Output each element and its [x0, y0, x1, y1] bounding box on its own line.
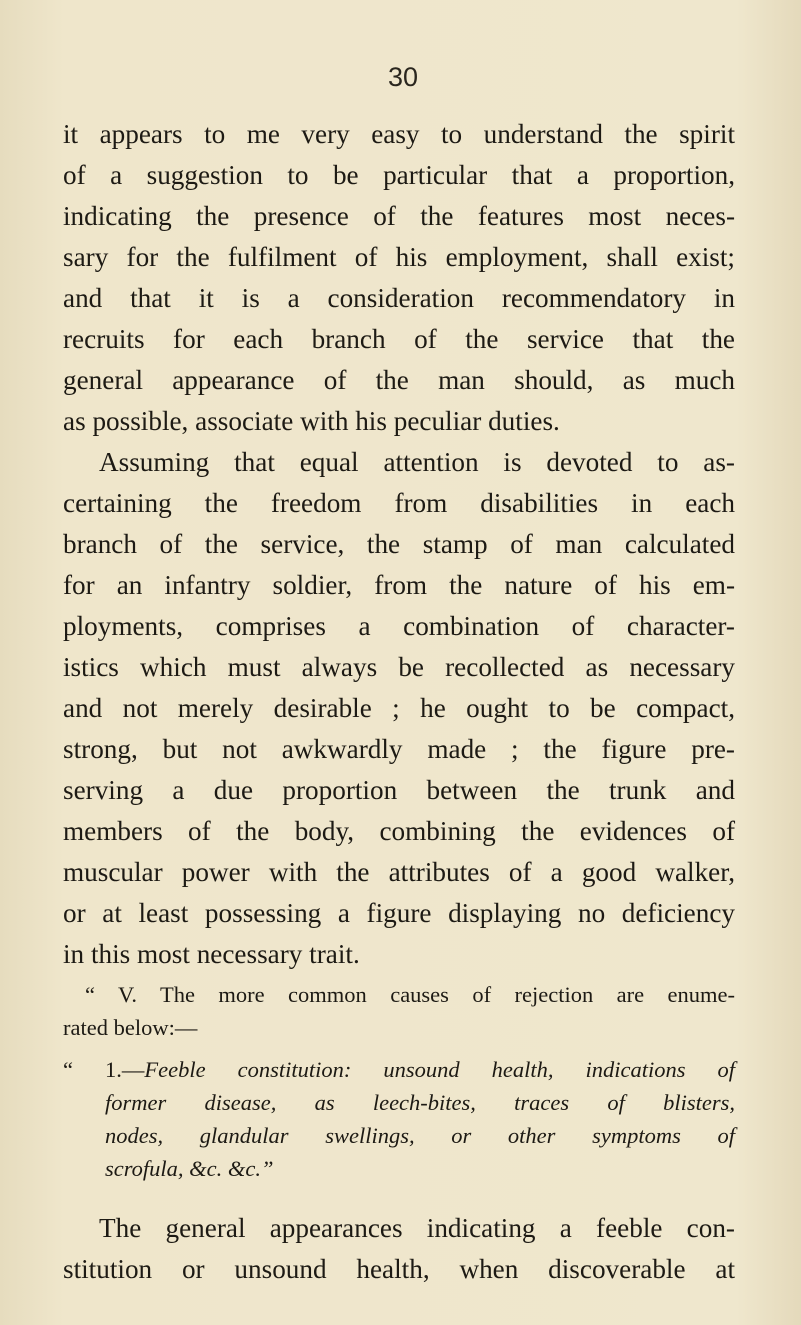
text-line: Assuming that equal attention is devoted to as- — [99, 447, 735, 477]
quote-line: “ V. The more common causes of rejection are enume- — [85, 982, 735, 1007]
item-heading: Feeble constitution: unsound health, indications of — [144, 1057, 735, 1082]
text-line: serving a due proportion between the trunk and — [63, 775, 735, 805]
text-line: muscular power with the attributes of a good walker, — [63, 857, 735, 887]
quote-line: nodes, glandular swellings, or other symptoms of — [105, 1123, 735, 1148]
quote-line: rated below:— — [63, 1015, 198, 1040]
text-line: and not merely desirable ; he ought to be compact, — [63, 693, 735, 723]
paragraph-2 — [63, 442, 735, 975]
text-line: as possible, associate with his peculiar duties. — [63, 406, 560, 436]
text-line: indicating the presence of the features most neces- — [63, 201, 735, 231]
text-line: The general appearances indicating a feeble con- — [99, 1213, 735, 1243]
page-number: 30 — [388, 62, 419, 92]
paragraph-1 — [63, 114, 735, 442]
text-line: general appearance of the man should, as much — [63, 365, 735, 395]
quote-feeble-constitution — [63, 1053, 735, 1185]
text-line: in this most necessary trait. — [63, 939, 360, 969]
text-line: members of the body, combining the evidences of — [63, 816, 735, 846]
text-line: strong, but not awkwardly made ; the figure pre- — [63, 734, 735, 764]
text-line: istics which must always be recollected as necessary — [63, 652, 735, 682]
item-number: “ 1.— — [63, 1057, 145, 1082]
text-line: and that it is a consideration recommendatory in — [63, 283, 735, 313]
quote-line: scrofula, &c. &c.” — [105, 1156, 274, 1181]
text-line: recruits for each branch of the service that the — [63, 324, 735, 354]
text-line: for an infantry soldier, from the nature of his em- — [63, 570, 735, 600]
text-line: it appears to me very easy to understand the spirit — [63, 119, 735, 149]
text-line: stitution or unsound health, when discoverable at — [63, 1254, 735, 1284]
text-line: sary for the fulfilment of his employment, shall exist; — [63, 242, 735, 272]
text-line: certaining the freedom from disabilities in each — [63, 488, 735, 518]
text-line: branch of the service, the stamp of man calculated — [63, 529, 735, 559]
quote-line — [63, 1053, 735, 1086]
text-line: or at least possessing a figure displaying no deficiency — [63, 898, 735, 928]
text-line: of a suggestion to be particular that a proportion, — [63, 160, 735, 190]
quote-rejection-causes — [63, 978, 735, 1044]
text-line: ployments, comprises a combination of character- — [63, 611, 735, 641]
quote-line: former disease, as leech-bites, traces of blisters, — [105, 1090, 735, 1115]
paragraph-3 — [63, 1208, 735, 1290]
